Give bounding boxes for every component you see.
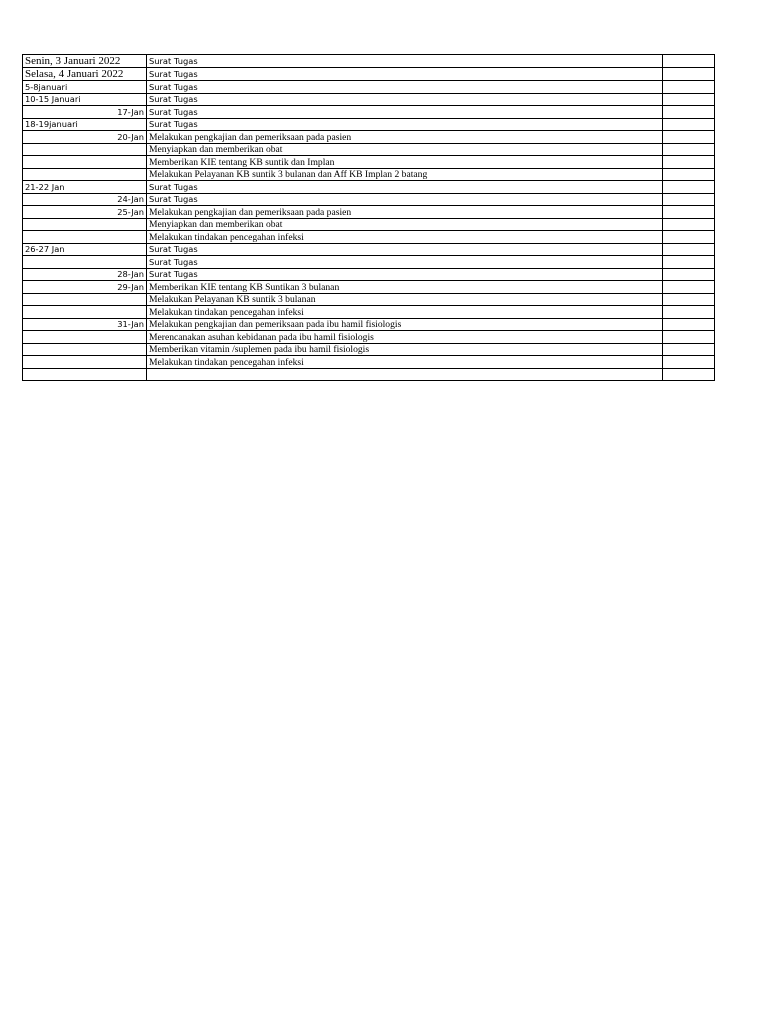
empty-cell[interactable] (663, 306, 715, 319)
activity-cell[interactable]: Memberikan KIE tentang KB Suntikan 3 bulanan (147, 281, 663, 294)
activity-cell[interactable]: Surat Tugas (147, 93, 663, 106)
table-row (23, 168, 715, 181)
empty-cell[interactable] (663, 131, 715, 144)
date-cell[interactable]: Senin, 3 Januari 2022 (23, 55, 147, 68)
date-cell[interactable] (23, 168, 147, 181)
date-cell[interactable]: 5-8januari (23, 81, 147, 94)
activity-cell[interactable]: Memberikan KIE tentang KB suntik dan Implan (147, 156, 663, 169)
table-row (23, 193, 715, 206)
activity-cell[interactable]: Surat Tugas (147, 193, 663, 206)
table-row (23, 281, 715, 294)
date-cell[interactable]: 21-22 Jan (23, 181, 147, 194)
activity-cell[interactable]: Memberikan vitamin /suplemen pada ibu hamil fisiologis (147, 343, 663, 356)
activity-cell[interactable]: Surat Tugas (147, 106, 663, 119)
date-cell[interactable] (23, 256, 147, 269)
date-cell[interactable] (23, 156, 147, 169)
activity-cell[interactable]: Melakukan tindakan pencegahan infeksi (147, 231, 663, 244)
empty-cell[interactable] (663, 356, 715, 369)
activity-log-table (22, 54, 715, 381)
date-cell[interactable] (23, 293, 147, 306)
activity-cell[interactable]: Melakukan tindakan pencegahan infeksi (147, 356, 663, 369)
empty-cell[interactable] (663, 81, 715, 94)
activity-cell[interactable]: Melakukan pengkajian dan pemeriksaan pada pasien (147, 131, 663, 144)
empty-cell[interactable] (663, 368, 715, 381)
date-cell[interactable] (23, 356, 147, 369)
empty-cell[interactable] (663, 343, 715, 356)
empty-cell[interactable] (663, 218, 715, 231)
table-row (23, 218, 715, 231)
activity-cell[interactable]: Surat Tugas (147, 243, 663, 256)
empty-cell[interactable] (663, 181, 715, 194)
empty-cell[interactable] (663, 193, 715, 206)
table-row (23, 118, 715, 131)
table-row (23, 181, 715, 194)
empty-cell[interactable] (663, 93, 715, 106)
empty-cell[interactable] (663, 231, 715, 244)
empty-cell[interactable] (663, 293, 715, 306)
table-row (23, 243, 715, 256)
table-row (23, 206, 715, 219)
activity-cell[interactable]: Melakukan pengkajian dan pemeriksaan pada ibu hamil fisiologis (147, 318, 663, 331)
table-row (23, 143, 715, 156)
activity-cell[interactable]: Melakukan Pelayanan KB suntik 3 bulanan (147, 293, 663, 306)
table-row (23, 156, 715, 169)
table-row (23, 368, 715, 381)
activity-cell[interactable]: Surat Tugas (147, 256, 663, 269)
activity-cell[interactable]: Melakukan pengkajian dan pemeriksaan pada pasien (147, 206, 663, 219)
table-row (23, 131, 715, 144)
activity-cell[interactable]: Surat Tugas (147, 55, 663, 68)
activity-cell[interactable]: Menyiapkan dan memberikan obat (147, 143, 663, 156)
activity-cell[interactable]: Melakukan Pelayanan KB suntik 3 bulanan dan Aff KB Implan 2 batang (147, 168, 663, 181)
date-cell[interactable] (23, 343, 147, 356)
empty-cell[interactable] (663, 243, 715, 256)
empty-cell[interactable] (663, 168, 715, 181)
activity-cell[interactable]: Surat Tugas (147, 268, 663, 281)
empty-cell[interactable] (663, 318, 715, 331)
date-cell[interactable]: 18-19januari (23, 118, 147, 131)
activity-cell[interactable]: Melakukan tindakan pencegahan infeksi (147, 306, 663, 319)
empty-cell[interactable] (663, 206, 715, 219)
table-row (23, 356, 715, 369)
activity-cell[interactable]: Surat Tugas (147, 118, 663, 131)
activity-log-body (23, 55, 715, 381)
date-cell[interactable]: 31-Jan (23, 318, 147, 331)
activity-cell[interactable] (147, 368, 663, 381)
date-cell[interactable]: Selasa, 4 Januari 2022 (23, 68, 147, 81)
empty-cell[interactable] (663, 68, 715, 81)
date-cell[interactable]: 29-Jan (23, 281, 147, 294)
activity-cell[interactable]: Surat Tugas (147, 181, 663, 194)
date-cell[interactable]: 25-Jan (23, 206, 147, 219)
date-cell[interactable] (23, 231, 147, 244)
table-row (23, 68, 715, 81)
empty-cell[interactable] (663, 156, 715, 169)
date-cell[interactable]: 24-Jan (23, 193, 147, 206)
date-cell[interactable] (23, 218, 147, 231)
empty-cell[interactable] (663, 281, 715, 294)
table-row (23, 318, 715, 331)
empty-cell[interactable] (663, 55, 715, 68)
date-cell[interactable]: 28-Jan (23, 268, 147, 281)
empty-cell[interactable] (663, 256, 715, 269)
date-cell[interactable]: 20-Jan (23, 131, 147, 144)
activity-cell[interactable]: Merencanakan asuhan kebidanan pada ibu hamil fisiologis (147, 331, 663, 344)
table-row (23, 81, 715, 94)
date-cell[interactable]: 10-15 Januari (23, 93, 147, 106)
table-row (23, 331, 715, 344)
activity-cell[interactable]: Surat Tugas (147, 68, 663, 81)
date-cell[interactable] (23, 331, 147, 344)
table-row (23, 343, 715, 356)
table-row (23, 231, 715, 244)
table-row (23, 293, 715, 306)
table-row (23, 256, 715, 269)
table-row (23, 55, 715, 68)
date-cell[interactable]: 26-27 Jan (23, 243, 147, 256)
table-row (23, 268, 715, 281)
empty-cell[interactable] (663, 268, 715, 281)
date-cell[interactable]: 17-Jan (23, 106, 147, 119)
empty-cell[interactable] (663, 143, 715, 156)
table-row (23, 106, 715, 119)
table-row (23, 306, 715, 319)
date-cell[interactable] (23, 143, 147, 156)
date-cell[interactable] (23, 368, 147, 381)
table-row (23, 93, 715, 106)
date-cell[interactable] (23, 306, 147, 319)
activity-cell[interactable]: Menyiapkan dan memberikan obat (147, 218, 663, 231)
empty-cell[interactable] (663, 106, 715, 119)
activity-cell[interactable]: Surat Tugas (147, 81, 663, 94)
empty-cell[interactable] (663, 331, 715, 344)
empty-cell[interactable] (663, 118, 715, 131)
